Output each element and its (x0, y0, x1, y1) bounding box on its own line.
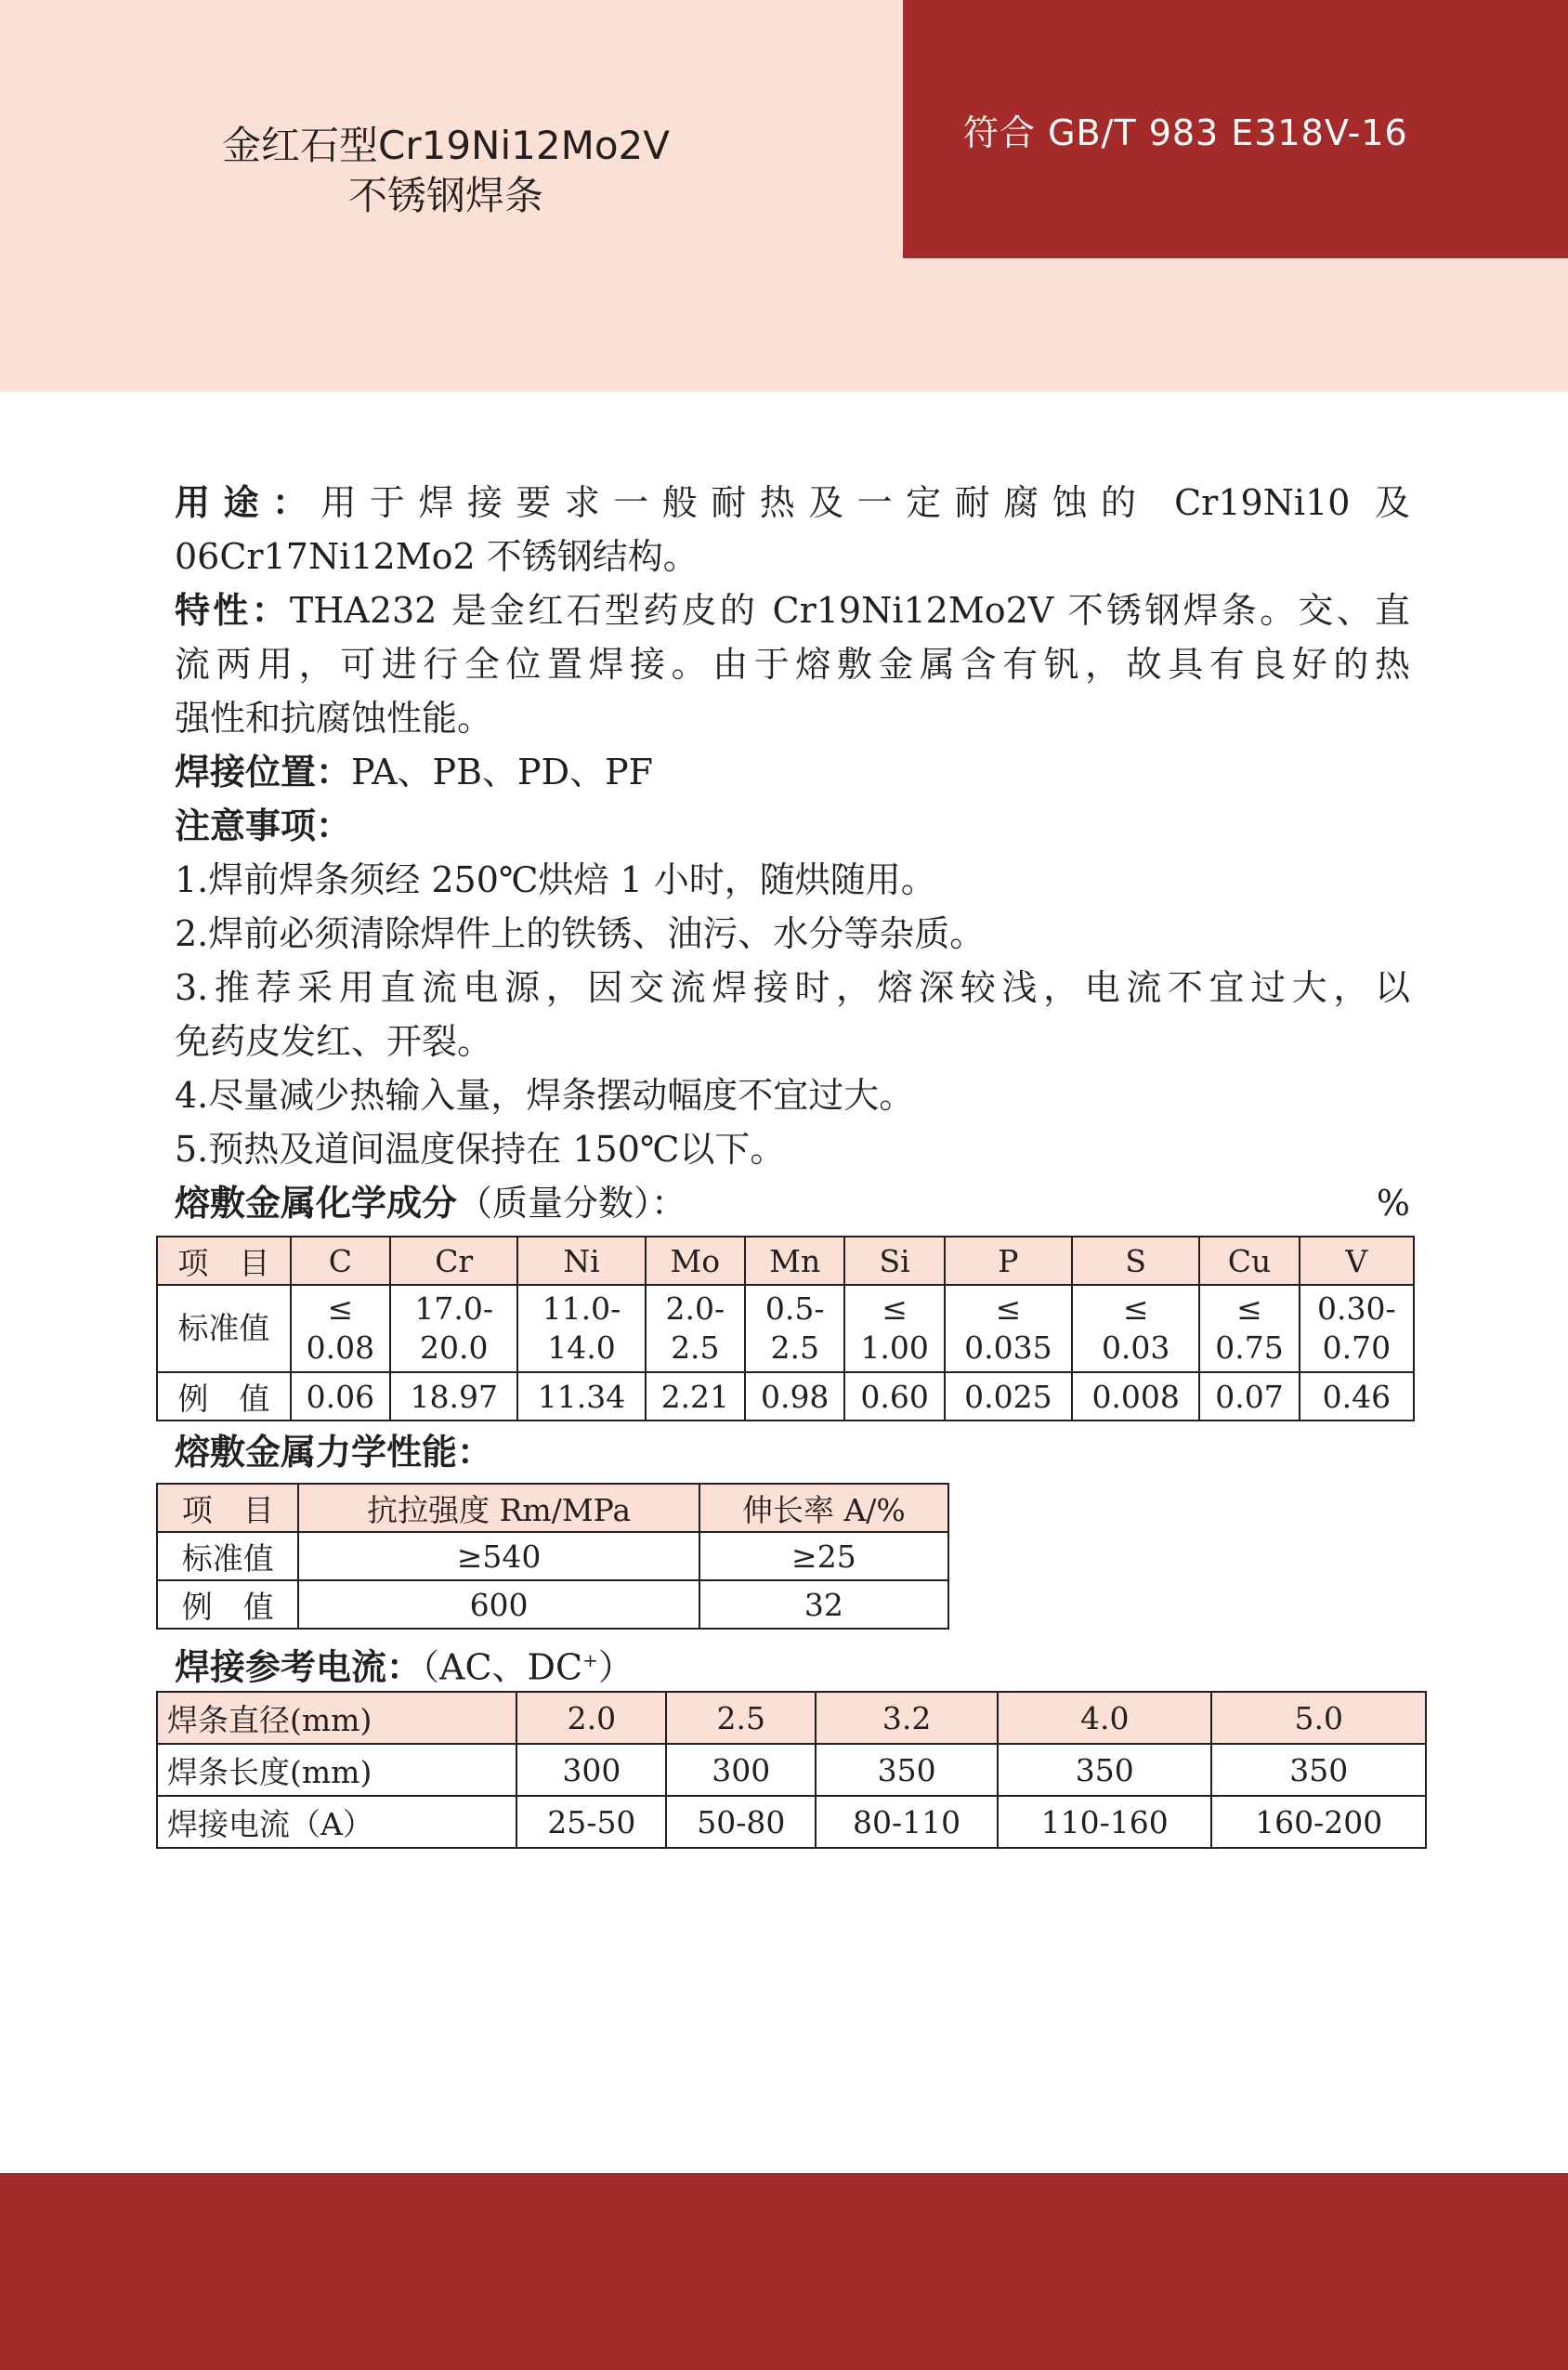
chem-std-top: 0.5- (764, 1290, 825, 1327)
chem-header-cell: Cr (390, 1237, 517, 1285)
chem-title-suffix: （质量分数）： (457, 1183, 687, 1224)
current-title (175, 1633, 1410, 1687)
chem-ex-cell: 11.34 (517, 1372, 645, 1421)
chem-ex-cell: 0.46 (1300, 1372, 1414, 1421)
table-row (157, 1744, 1426, 1796)
chem-header-cell: V (1300, 1237, 1414, 1285)
table-row (157, 1237, 1414, 1285)
chem-std-cell (844, 1285, 944, 1372)
spec-content (167, 476, 1410, 1849)
chem-ex-cell: 0.008 (1072, 1372, 1199, 1421)
usage-line-1 (175, 476, 1410, 530)
chem-std-bottom: 0.75 (1215, 1329, 1284, 1366)
chem-ex-label: 例 值 (157, 1372, 291, 1421)
chem-ex-cell: 0.98 (745, 1372, 844, 1421)
current-cell: 110-160 (998, 1796, 1211, 1848)
chem-std-top: 11.0- (542, 1290, 621, 1327)
feature-line-3: 强性和抗腐蚀性能。 (175, 698, 493, 739)
notes-label: 注意事项： (175, 805, 352, 846)
chem-std-cell (1072, 1285, 1199, 1372)
chem-unit: % (1376, 1183, 1410, 1224)
chem-std-cell (745, 1285, 844, 1372)
mech-cell: 例 值 (157, 1580, 298, 1629)
chem-std-bottom: 0.08 (306, 1329, 375, 1366)
current-table (156, 1691, 1427, 1849)
usage-label: 用途： (175, 482, 321, 523)
chem-std-cell (390, 1285, 517, 1372)
current-cell: 25-50 (516, 1796, 666, 1848)
current-cell: 2.0 (516, 1692, 666, 1744)
chem-header-cell: C (291, 1237, 390, 1285)
usage-line-2: 06Cr17Ni12Mo2 不锈钢结构。 (175, 536, 699, 577)
chem-header-cell: Cu (1199, 1237, 1299, 1285)
table-row (157, 1796, 1426, 1848)
chem-std-top: ≤ (1236, 1290, 1262, 1327)
chem-header-cell: 项 目 (157, 1237, 291, 1285)
chem-std-cell (1300, 1285, 1414, 1372)
title-line-1: 金红石型Cr19Ni12Mo2V (222, 123, 670, 168)
chem-title-row (175, 1176, 1410, 1230)
position-line (175, 745, 1410, 799)
chem-std-cell (291, 1285, 390, 1372)
chem-std-cell (1199, 1285, 1299, 1372)
current-title-close: ） (597, 1646, 634, 1688)
note-item-4: 4.尽量减少热输入量，焊条摆动幅度不宜过大。 (175, 1075, 915, 1116)
chem-ex-cell: 0.025 (945, 1372, 1072, 1421)
chem-header-cell: Mn (745, 1237, 844, 1285)
feature-text-1: THA232 是金红石型药皮的 Cr19Ni12Mo2V 不锈钢焊条。交、直 (289, 590, 1410, 631)
chem-std-bottom: 0.70 (1322, 1329, 1392, 1366)
chem-std-bottom: 2.5 (671, 1329, 720, 1366)
chem-std-top: 2.0- (665, 1290, 725, 1327)
usage-text-1: 用于焊接要求一般耐热及一定耐腐蚀的 Cr19Ni10 及 (320, 482, 1410, 523)
chem-title (175, 1176, 686, 1230)
table-row (157, 1372, 1414, 1421)
note-item-3-cont: 免药皮发红、开裂。 (175, 1021, 493, 1062)
chem-header-cell: Ni (517, 1237, 645, 1285)
chem-std-cell (646, 1285, 745, 1372)
mech-cell: ≥540 (298, 1532, 699, 1580)
chem-std-top: ≤ (327, 1290, 354, 1327)
current-cell: 3.2 (816, 1692, 998, 1744)
current-cell: 300 (666, 1744, 816, 1796)
current-cell: 300 (516, 1744, 666, 1796)
product-title (149, 121, 743, 221)
chem-std-cell (517, 1285, 645, 1372)
standard-box (903, 0, 1568, 258)
current-cell: 350 (998, 1744, 1211, 1796)
note-item-2: 2.焊前必须清除焊件上的铁锈、油污、水分等杂质。 (175, 913, 986, 954)
current-row-label: 焊接电流（A） (157, 1796, 516, 1848)
chem-std-top: 17.0- (414, 1290, 494, 1327)
current-title-sup: + (582, 1649, 598, 1671)
feature-line-2: 流两用，可进行全位置焊接。由于熔敷金属含有钒，故具有良好的热 (175, 644, 1410, 685)
chem-ex-cell: 0.60 (844, 1372, 944, 1421)
chem-std-top: ≤ (1122, 1290, 1149, 1327)
mech-cell: 32 (699, 1580, 948, 1629)
position-label: 焊接位置： (175, 752, 352, 792)
chem-ex-cell: 0.06 (291, 1372, 390, 1421)
title-line-2: 不锈钢焊条 (347, 173, 543, 218)
chem-table (156, 1236, 1415, 1421)
chem-ex-cell: 18.97 (390, 1372, 517, 1421)
chem-header-cell: Mo (646, 1237, 745, 1285)
position-text: PA、PB、PD、PF (351, 752, 654, 792)
chem-std-bottom: 1.00 (860, 1329, 929, 1366)
table-row (157, 1532, 948, 1580)
mech-header-cell: 伸长率 A/% (699, 1484, 948, 1532)
current-cell: 350 (816, 1744, 998, 1796)
current-title-text: 焊接参考电流： (175, 1646, 423, 1688)
chem-std-cell (945, 1285, 1072, 1372)
mech-cell: 600 (298, 1580, 699, 1629)
chem-std-label: 标准值 (157, 1285, 291, 1372)
chem-std-top: ≤ (882, 1290, 908, 1327)
table-row (157, 1580, 948, 1629)
chem-header-cell: P (945, 1237, 1072, 1285)
chem-std-top: ≤ (995, 1290, 1022, 1327)
mech-header-cell: 抗拉强度 Rm/MPa (298, 1484, 699, 1532)
current-cell: 350 (1211, 1744, 1426, 1796)
mech-title: 熔敷金属力学性能： (175, 1432, 493, 1473)
chem-std-top: 0.30- (1317, 1290, 1396, 1327)
feature-label: 特性： (175, 590, 290, 631)
current-cell: 5.0 (1211, 1692, 1426, 1744)
current-row-label: 焊条直径(mm) (157, 1692, 516, 1744)
chem-std-bottom: 0.035 (964, 1329, 1052, 1366)
standard-text: 符合 GB/T 983 E318V-16 (963, 112, 1408, 153)
footer-band (0, 2173, 1568, 2370)
chem-title-text: 熔敷金属化学成分 (175, 1183, 458, 1224)
current-cell: 2.5 (666, 1692, 816, 1744)
chem-ex-cell: 0.07 (1199, 1372, 1299, 1421)
mech-table (156, 1483, 949, 1630)
current-cell: 80-110 (816, 1796, 998, 1848)
note-item-3: 3.推荐采用直流电源，因交流焊接时，熔深较浅，电流不宜过大，以 (175, 967, 1410, 1008)
chem-std-bottom: 2.5 (770, 1329, 819, 1366)
table-row (157, 1285, 1414, 1372)
mech-cell: 标准值 (157, 1532, 298, 1580)
table-row (157, 1484, 948, 1532)
chem-ex-cell: 2.21 (646, 1372, 745, 1421)
chem-std-bottom: 20.0 (419, 1329, 489, 1366)
current-row-label: 焊条长度(mm) (157, 1744, 516, 1796)
chem-std-bottom: 0.03 (1101, 1329, 1170, 1366)
note-item-5: 5.预热及道间温度保持在 150℃以下。 (175, 1129, 786, 1170)
mech-header-cell: 项 目 (157, 1484, 298, 1532)
chem-header-cell: S (1072, 1237, 1199, 1285)
current-cell: 50-80 (666, 1796, 816, 1848)
mech-cell: ≥25 (699, 1532, 948, 1580)
note-item-1: 1.焊前焊条须经 250℃烘焙 1 小时，随烘随用。 (175, 859, 936, 900)
chem-header-cell: Si (844, 1237, 944, 1285)
feature-line-1 (175, 583, 1410, 637)
table-row (157, 1692, 1426, 1744)
current-cell: 4.0 (998, 1692, 1211, 1744)
chem-std-bottom: 14.0 (547, 1329, 616, 1366)
current-cell: 160-200 (1211, 1796, 1426, 1848)
current-title-suffix: （AC、DC (422, 1646, 583, 1688)
